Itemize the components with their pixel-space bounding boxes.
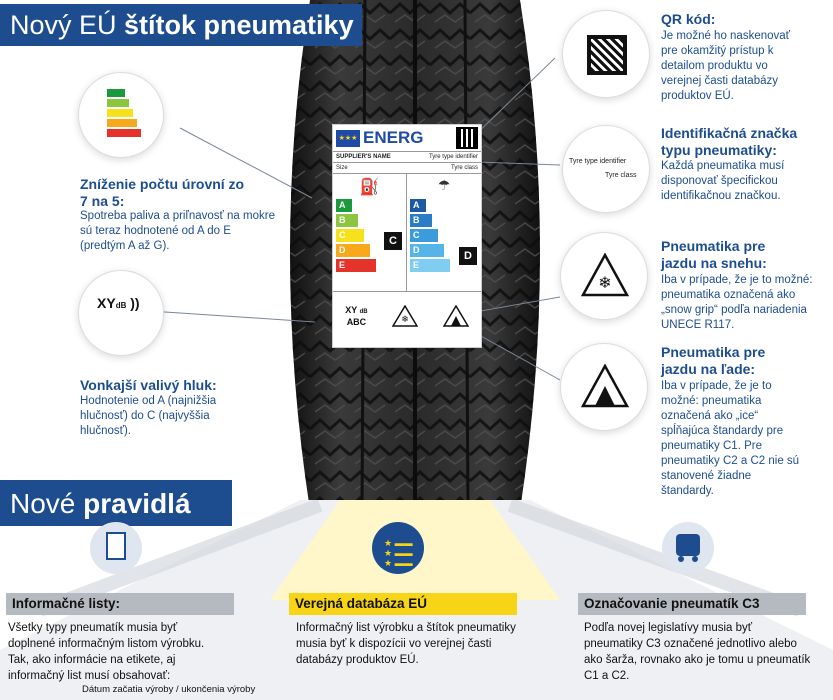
- svg-text:❄: ❄: [401, 313, 409, 324]
- noise-circle: [78, 270, 164, 356]
- label-type-id: Tyre type identifier: [428, 154, 478, 160]
- ice-circle: [560, 343, 648, 431]
- label-tyre-class: Tyre class: [450, 165, 478, 171]
- identity-label-line1: Tyre type identifier: [569, 158, 627, 165]
- fuel-class-b: B: [336, 214, 358, 227]
- reduction-text: Spotreba paliva a priľnavosť na mokre sú teraz hodnotené od A do E (predtým A až G).: [80, 210, 275, 252]
- energy-label: [332, 124, 482, 348]
- page-title: Nový EÚ štítok pneumatiky: [0, 4, 362, 46]
- qr-circle: [562, 10, 650, 98]
- snowflake-mountain-icon: [392, 305, 418, 327]
- label-size: Size: [336, 165, 348, 171]
- label-header: [333, 125, 481, 151]
- noise-pictogram: XY dB ABC: [345, 304, 368, 327]
- snow-circle: [560, 232, 648, 320]
- wet-class-d: D: [410, 244, 444, 257]
- rules-title: Nové pravidlá: [0, 480, 232, 526]
- info-box-note: Dátum začatia výroby / ukončenia výroby: [82, 684, 256, 695]
- wet-class-b: B: [410, 214, 432, 227]
- wet-rating-arrow: D: [459, 247, 477, 265]
- snowflake-mountain-icon: [581, 253, 629, 297]
- qr-title: QR kód:: [661, 11, 716, 27]
- label-qr-icon: [456, 127, 478, 149]
- database-icon: ★ ▬▬ ★ ▬▬ ★ ▬▬: [372, 522, 424, 574]
- snow-text: Iba v prípade, že je to možné: pneumatika označená ako „snow grip“ podľa nariadenia UNECE R117.: [661, 274, 813, 331]
- identity-title: Identifikačná značka typu pneumatiky:: [661, 125, 798, 158]
- reduction-title: Zníženie počtu úrovní zo 7 na 5:: [80, 176, 245, 209]
- wet-grip-icon: ☂: [437, 177, 451, 193]
- fuel-rating-arrow: C: [384, 232, 402, 250]
- fuel-class-a: A: [336, 199, 352, 212]
- ice-text: Iba v prípade, že je to možné: pneumatika označená ako „ice“ spĺňajúca štandardy pre pneumatiky C1. Pre pneumatiky C2 a C2 nie sú stanovené žiadne štandardy.: [661, 380, 800, 497]
- ice-title: Pneumatika pre jazdu na ľade:: [661, 344, 766, 377]
- qr-text: Je možné ho naskenovať pre okamžitý prístup k detailom produktu vo verejnej časti databázy produktov EÚ.: [661, 30, 790, 102]
- ice-mountain-icon: [443, 305, 469, 327]
- eu-flag-icon: ★★★: [336, 130, 360, 147]
- wet-class-e: E: [410, 259, 450, 272]
- info-box-text: Všetky typy pneumatík musia byť doplnené informačným listom výrobku. Tak, ako informácie na etikete, aj informačný list musí obsahovať:: [8, 622, 205, 682]
- energy-scale-circle: [78, 72, 164, 158]
- wet-class-a: A: [410, 199, 426, 212]
- noise-title: Vonkajší valivý hluk:: [80, 377, 217, 393]
- database-box-title: Verejná databáza EÚ: [289, 593, 517, 615]
- identity-circle: [562, 125, 650, 213]
- fuel-class-d: D: [336, 244, 370, 257]
- label-supplier: SUPPLIER'S NAME: [336, 154, 391, 160]
- identity-label-line2: Tyre class: [605, 172, 637, 179]
- info-sheet-icon: [90, 522, 142, 574]
- wet-class-c: C: [410, 229, 438, 242]
- svg-text:❄: ❄: [598, 275, 612, 292]
- c3-box-text: Podľa novej legislatívy musia byť pneumatiky C3 označené jednotlivo alebo ako šarža, rovnako ako je tomu u pneumatík C1 a C2.: [584, 622, 811, 682]
- fuel-class-e: E: [336, 259, 376, 272]
- label-logo: ENERG: [363, 128, 424, 147]
- c3-box-title: Označovanie pneumatík C3: [578, 593, 806, 615]
- database-box-text: Informačný list výrobku a štítok pneumatiky musia byť k dispozícii vo verejnej časti databázy produktov EÚ.: [296, 622, 516, 666]
- fuel-class-c: C: [336, 229, 364, 242]
- fuel-icon: ⛽: [359, 179, 380, 196]
- identity-text: Každá pneumatika musí disponovať špecifickou identifikačnou značkou.: [661, 160, 785, 202]
- fuel-scale: [333, 174, 407, 291]
- snow-title: Pneumatika pre jazdu na snehu:: [661, 238, 767, 271]
- wet-grip-scale: [407, 174, 481, 291]
- truck-icon: [662, 522, 714, 574]
- info-box-title: Informačné listy:: [6, 593, 234, 615]
- ice-mountain-icon: [581, 364, 629, 408]
- qr-code-icon: [587, 35, 627, 75]
- noise-text: Hodnotenie od A (najnižšia hlučnosť) do C (najvyššia hlučnosť).: [80, 395, 217, 437]
- noise-icon: XYdB )): [97, 295, 140, 311]
